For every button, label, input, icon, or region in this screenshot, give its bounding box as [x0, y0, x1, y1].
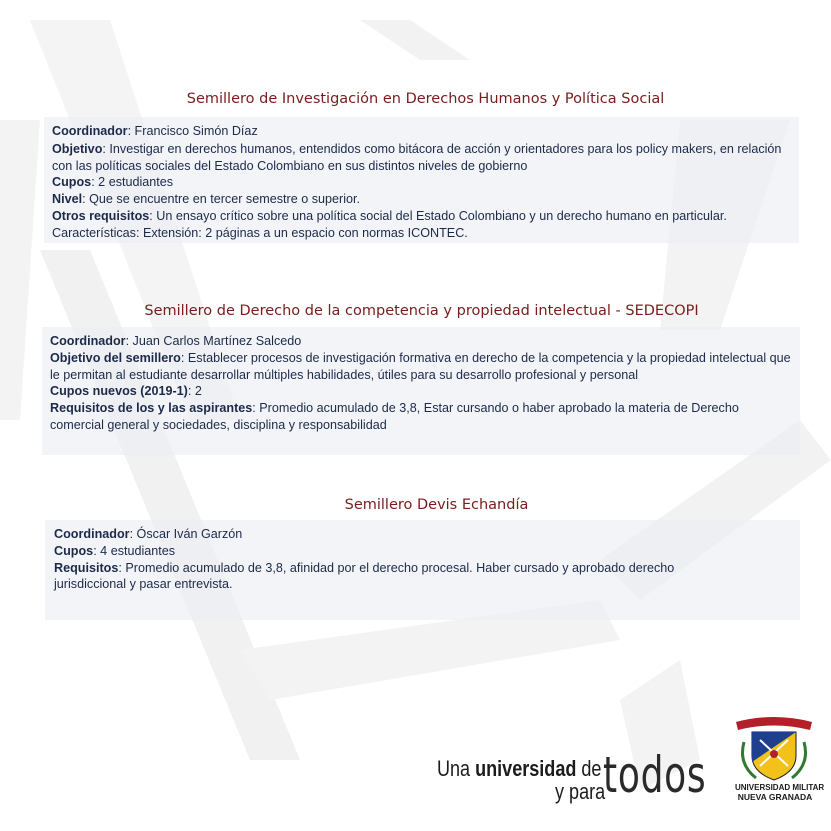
field-value: : 2	[187, 384, 202, 399]
field-label: Cupos nuevos (2019-1)	[50, 384, 188, 399]
logo-name-line2: NUEVA GRANADA	[737, 792, 813, 802]
field-label: Requisitos	[54, 560, 119, 575]
field-value: : Establecer procesos de investigación formativa en derecho de la competencia y la propiedad intelectual que le permitan al estudiante desarrollar múltiples habilidades, útiles para su desarrollo profesional y personal	[50, 350, 791, 382]
field-label: Cupos	[52, 175, 92, 190]
field-label: Coordinador	[54, 527, 130, 541]
field-value: : Juan Carlos Martínez Salcedo	[125, 334, 302, 348]
field-label: Coordinador	[52, 124, 128, 138]
field-value: : Francisco Simón Díaz	[127, 124, 258, 138]
field-value: : Promedio acumulado de 3,8, afinidad por el derecho procesal. Haber cursado y aprobado derecho jurisdiccional y pasar entrevista.	[54, 560, 675, 592]
slogan-word: de	[576, 756, 602, 781]
field-value: : Promedio acumulado de 3,8, Estar cursando o haber aprobado la materia de Derecho comercial general y sociedades, disciplina y responsabilidad	[50, 401, 739, 432]
coordinador-line	[54, 526, 792, 543]
slogan-word: Una	[437, 756, 476, 781]
field-label: Cupos	[54, 543, 94, 558]
section-title: Semillero de Investigación en Derechos Humanos y Política Social	[186, 91, 665, 107]
logo-name-line1: UNIVERSIDAD MILITAR	[735, 783, 825, 792]
field-value: : Óscar Iván Garzón	[129, 527, 243, 541]
caracteristicas-line: Características: Extensión: 2 páginas a un espacio con normas ICONTEC.	[52, 225, 468, 240]
field-label: Nivel	[52, 192, 83, 207]
field-label: Coordinador	[50, 334, 126, 348]
slogan-line2: y para	[555, 779, 606, 804]
section-title: Semillero Devis Echandía	[344, 497, 529, 513]
section-title: Semillero de Derecho de la competencia y propiedad intelectual - SEDECOPI	[144, 303, 699, 319]
field-label: Otros requisitos	[52, 208, 150, 223]
field-value: : Que se encuentre en tercer semestre o superior.	[82, 192, 361, 207]
slogan-word-bold: universidad	[475, 756, 577, 781]
field-value: : 4 estudiantes	[93, 543, 176, 558]
requisitos-line	[54, 560, 734, 594]
field-value: : Investigar en derechos humanos, entendidos como bitácora de acción y orientadores para los policy makers, en relación con las políticas sociales del Estado Colombiano en sus distintos niveles de gobierno	[52, 141, 782, 173]
field-value: : 2 estudiantes	[91, 175, 174, 190]
info-panel	[45, 520, 800, 620]
field-label: Objetivo del semillero	[50, 350, 181, 365]
footer-slogan	[437, 748, 727, 808]
field-label: Requisitos de los y las aspirantes	[50, 401, 253, 416]
slogan-todos: todos	[603, 746, 707, 804]
field-label: Objetivo	[52, 141, 103, 156]
field-value: : Un ensayo crítico sobre una política social del Estado Colombiano y un derecho humano en particular.	[149, 208, 727, 223]
cupos-line	[54, 543, 792, 560]
